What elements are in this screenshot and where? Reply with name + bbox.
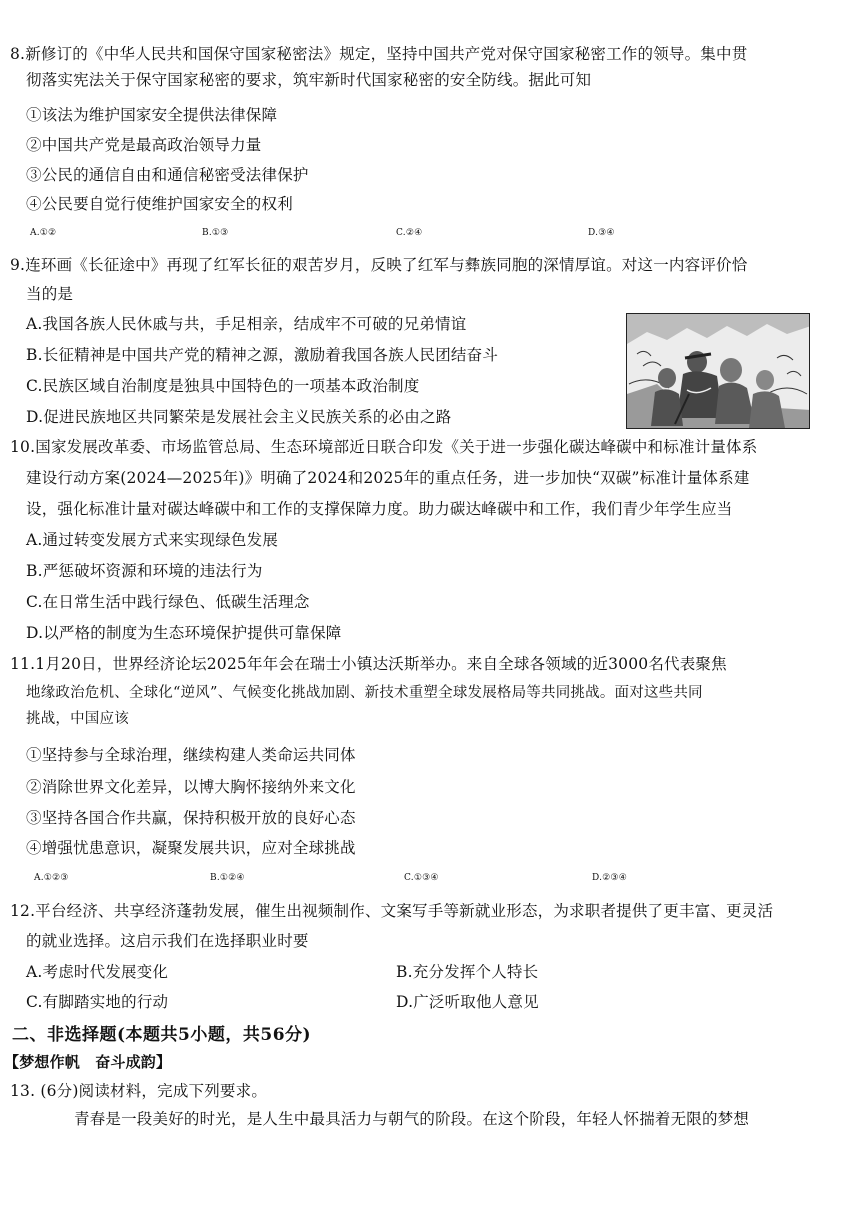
q8-item-4: ④公民要自觉行使维护国家安全的权利 — [26, 195, 293, 213]
q8-stem-line2: 彻落实宪法关于保守国家秘密的要求，筑牢新时代国家秘密的安全防线。据此可知 — [26, 71, 592, 89]
q11-stem-line3: 挑战，中国应该 — [26, 711, 129, 727]
q10-stem-line1: 10.国家发展改革委、市场监管总局、生态环境部近日联合印发《关于进一步强化碳达峰碳中和标准计量体系 — [10, 438, 758, 456]
q9-option-d[interactable]: D.促进民族地区共同繁荣是发展社会主义民族关系的必由之路 — [26, 408, 452, 426]
q12-option-c[interactable]: C.有脚踏实地的行动 — [26, 993, 169, 1011]
q9-stem-line2: 当的是 — [26, 285, 74, 303]
q8-stem-line1: 8.新修订的《中华人民共和国保守国家秘密法》规定，坚持中国共产党对保守国家秘密工作的领导。集中贯 — [10, 45, 748, 63]
q10-option-c[interactable]: C.在日常生活中践行绿色、低碳生活理念 — [26, 593, 310, 611]
q8-item-2: ②中国共产党是最高政治领导力量 — [26, 136, 262, 154]
q10-stem-line3: 设，强化标准计量对碳达峰碳中和工作的支撑保障力度。助力碳达峰碳中和工作，我们青少年学生应当 — [26, 500, 733, 518]
q11-stem-line1: 11.1月20日，世界经济论坛2025年年会在瑞士小镇达沃斯举办。来自全球各领域的近3000名代表聚焦 — [10, 655, 727, 673]
q12-stem-line1: 12.平台经济、共享经济蓬勃发展，催生出视频制作、文案写手等新就业形态，为求职者提供了更丰富、更灵活 — [10, 902, 774, 920]
q12-stem-line2: 的就业选择。这启示我们在选择职业时要 — [26, 932, 309, 950]
q8-option-b[interactable]: B.①③ — [202, 228, 229, 238]
q8-option-d[interactable]: D.③④ — [588, 228, 615, 238]
red-army-yi-people-comic-icon — [627, 314, 810, 429]
q11-item-1: ①坚持参与全球治理，继续构建人类命运共同体 — [26, 746, 356, 764]
q11-item-2: ②消除世界文化差异，以博大胸怀接纳外来文化 — [26, 778, 356, 796]
q9-option-b[interactable]: B.长征精神是中国共产党的精神之源，激励着我国各族人民团结奋斗 — [26, 346, 499, 364]
q12-option-a[interactable]: A.考虑时代发展变化 — [26, 963, 169, 981]
q13-stem: 13. (6分)阅读材料，完成下列要求。 — [10, 1082, 268, 1100]
q11-stem-line2: 地缘政治危机、全球化“逆风”、气候变化挑战加剧、新技术重塑全球发展格局等共同挑战。面对这些共同 — [26, 685, 703, 701]
q9-stem-line1: 9.连环画《长征途中》再现了红军长征的艰苦岁月，反映了红军与彝族同胞的深情厚谊。对这一内容评价恰 — [10, 256, 748, 274]
q13-paragraph-line1: 青春是一段美好的时光，是人生中最具活力与朝气的阶段。在这个阶段，年轻人怀揣着无限的梦想 — [74, 1110, 750, 1128]
q11-option-c[interactable]: C.①③④ — [404, 873, 439, 883]
q9-option-a[interactable]: A.我国各族人民休戚与共，手足相亲，结成牢不可破的兄弟情谊 — [26, 315, 467, 333]
section-title: 二、非选择题(本题共5小题，共56分) — [12, 1025, 312, 1045]
comic-illustration — [626, 313, 810, 429]
section-subtitle: 【梦想作帆 奋斗成韵】 — [4, 1053, 172, 1071]
q12-option-d[interactable]: D.广泛听取他人意见 — [396, 993, 539, 1011]
q10-option-d[interactable]: D.以严格的制度为生态环境保护提供可靠保障 — [26, 624, 342, 642]
q11-option-d[interactable]: D.②③④ — [592, 873, 627, 883]
q8-item-3: ③公民的通信自由和通信秘密受法律保护 — [26, 166, 309, 184]
q10-stem-line2: 建设行动方案(2024—2025年)》明确了2024和2025年的重点任务，进一步加快“双碳”标准计量体系建 — [26, 469, 750, 487]
q11-option-b[interactable]: B.①②④ — [210, 873, 245, 883]
q8-option-c[interactable]: C.②④ — [396, 228, 423, 238]
q10-option-b[interactable]: B.严惩破坏资源和环境的违法行为 — [26, 562, 263, 580]
q11-item-4: ④增强忧患意识，凝聚发展共识，应对全球挑战 — [26, 839, 356, 857]
q11-option-a[interactable]: A.①②③ — [34, 873, 69, 883]
q10-option-a[interactable]: A.通过转变发展方式来实现绿色发展 — [26, 531, 279, 549]
q9-option-c[interactable]: C.民族区域自治制度是独具中国特色的一项基本政治制度 — [26, 377, 420, 395]
q11-item-3: ③坚持各国合作共赢，保持积极开放的良好心态 — [26, 809, 356, 827]
q8-item-1: ①该法为维护国家安全提供法律保障 — [26, 106, 278, 124]
q8-option-a[interactable]: A.①② — [30, 228, 57, 238]
q12-option-b[interactable]: B.充分发挥个人特长 — [396, 963, 539, 981]
